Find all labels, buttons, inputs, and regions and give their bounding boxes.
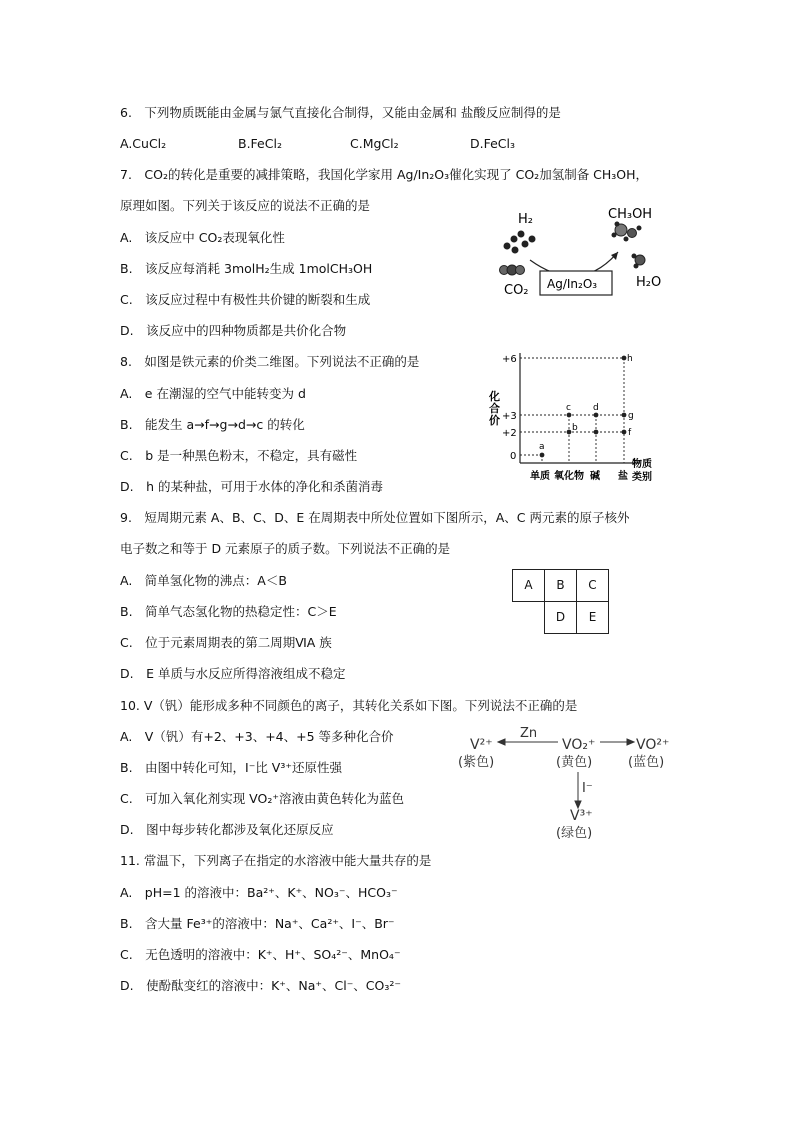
ch3oh-label: CH₃OH	[608, 207, 653, 222]
arrow-right-icon	[627, 739, 634, 745]
label-g: g	[628, 411, 634, 421]
q8-option-b: B. 能发生 a→f→g→d→c 的转化	[120, 417, 305, 432]
co2-label: CO₂	[504, 283, 529, 298]
point-b	[567, 430, 572, 435]
ylabel-char-3: 价	[489, 414, 500, 427]
q8-option-c: C. b 是一种黑色粉末，不稳定，具有磁性	[120, 448, 358, 463]
co2-molecule-icon	[500, 265, 525, 275]
cell-d: D	[544, 601, 577, 634]
q9-stem-line2: 电子数之和等于 D 元素原子的质子数。下列说法不正确的是	[120, 541, 451, 556]
q7-option-d: D. 该反应中的四种物质都是共价化合物	[120, 323, 347, 338]
point-f	[622, 430, 627, 435]
label-c: c	[566, 403, 571, 413]
q7-option-a: A. 该反应中 CO₂表现氧化性	[120, 230, 285, 245]
xtick-element: 单质	[530, 471, 550, 482]
q9-option-c: C. 位于元素周期表的第二周期ⅥA 族	[120, 635, 332, 650]
xlabel-line2: 类别	[632, 472, 652, 483]
q7-option-b: B. 该反应每消耗 3molH₂生成 1molCH₃OH	[120, 261, 373, 276]
h2o-label: H₂O	[636, 275, 662, 290]
q10-option-a: A. V（钒）有+2、+3、+4、+5 等多种化合价	[120, 729, 394, 744]
v3-ion: V³⁺	[570, 808, 593, 824]
point-c	[567, 413, 572, 418]
point-d	[594, 413, 599, 418]
q6-stem: 6. 下列物质既能由金属与氯气直接化合制得，又能由金属和 盐酸反应制得的是	[120, 105, 561, 120]
q11-option-c: C. 无色透明的溶液中：K⁺、H⁺、SO₄²⁻、MnO₄⁻	[120, 947, 401, 962]
ytick-6: +6	[502, 354, 517, 365]
q10-vanadium-diagram	[440, 720, 690, 845]
iodide-label: I⁻	[582, 781, 593, 796]
arrow-down-icon	[575, 801, 581, 808]
xtick-salt: 盐	[618, 471, 628, 482]
arrow-left-icon	[498, 739, 505, 745]
q8-iron-valence-diagram	[480, 345, 660, 490]
catalyst-label: Ag/In₂O₃	[547, 277, 598, 291]
q10-option-c: C. 可加入氧化剂实现 VO₂⁺溶液由黄色转化为蓝色	[120, 791, 404, 806]
h2-label: H₂	[518, 212, 533, 227]
v2-ion: V²⁺	[470, 737, 493, 753]
xtick-oxide: 氧化物	[554, 471, 584, 482]
label-b: b	[572, 423, 578, 433]
point-h	[622, 356, 627, 361]
q9-option-a: A. 简单氢化物的沸点：A＜B	[120, 573, 287, 588]
data-points	[540, 356, 627, 458]
h2o-molecule-icon	[632, 254, 646, 269]
label-d: d	[593, 403, 599, 413]
h2-molecule-icon	[504, 231, 536, 254]
ch3oh-molecule-icon	[612, 222, 642, 242]
point-g	[622, 413, 627, 418]
q8-option-a: A. e 在潮湿的空气中能转变为 d	[120, 386, 306, 401]
q8-option-d: D. h 的某种盐，可用于水体的净化和杀菌消毒	[120, 479, 383, 494]
q7-stem-line1: 7. CO₂的转化是重要的减排策略，我国化学家用 Ag/In₂O₃催化实现了 CO₂加氢制备 CH₃OH，	[120, 167, 649, 182]
point-a	[540, 453, 545, 458]
ytick-3: +3	[502, 411, 517, 422]
q11-stem: 11. 常温下，下列离子在指定的水溶液中能大量共存的是	[120, 853, 432, 868]
q7-reaction-figure	[490, 198, 680, 303]
q11-option-b: B. 含大量 Fe³⁺的溶液中：Na⁺、Ca²⁺、I⁻、Br⁻	[120, 916, 395, 931]
xtick-base: 碱	[590, 471, 600, 482]
label-f: f	[628, 428, 632, 438]
q6-option-d: D.FeCl₃	[470, 136, 516, 151]
q9-stem-line1: 9. 短周期元素 A、B、C、D、E 在周期表中所处位置如下图所示，A、C 两元素的原子核外	[120, 510, 630, 525]
q10-option-b: B. 由图中转化可知，I⁻比 V³⁺还原性强	[120, 760, 342, 775]
vo2plus-ion: VO²⁺	[636, 737, 670, 753]
q6-option-a: A.CuCl₂	[120, 136, 167, 151]
ylabel-char-1: 化	[489, 390, 500, 403]
cell-c: C	[576, 569, 609, 602]
v3-color: (绿色)	[556, 826, 593, 841]
label-a: a	[539, 442, 545, 452]
cell-b: B	[544, 569, 577, 602]
ytick-0: 0	[510, 451, 517, 462]
vo2plus-color: (蓝色)	[628, 755, 665, 770]
q9-option-d: D. E 单质与水反应所得溶液组成不稳定	[120, 666, 346, 681]
q6-option-c: C.MgCl₂	[350, 136, 399, 151]
q10-stem: 10. V（钒）能形成多种不同颜色的离子，其转化关系如下图。下列说法不正确的是	[120, 698, 578, 713]
v2-color: (紫色)	[458, 755, 495, 770]
vo2p-color: (黄色)	[556, 755, 593, 770]
point-e	[594, 430, 599, 435]
q7-stem-line2: 原理如图。下列关于该反应的说法不正确的是	[120, 198, 371, 213]
xlabel-line1: 物质	[632, 459, 652, 470]
q7-option-c: C. 该反应过程中有极性共价键的断裂和生成	[120, 292, 371, 307]
q11-option-a: A. pH=1 的溶液中：Ba²⁺、K⁺、NO₃⁻、HCO₃⁻	[120, 885, 398, 900]
q10-option-d: D. 图中每步转化都涉及氧化还原反应	[120, 822, 334, 837]
q11-option-d: D. 使酚酞变红的溶液中：K⁺、Na⁺、Cl⁻、CO₃²⁻	[120, 978, 401, 993]
cell-a: A	[512, 569, 545, 602]
vo2p-ion: VO₂⁺	[562, 737, 596, 753]
q6-option-b: B.FeCl₂	[238, 136, 282, 151]
guide-lines	[520, 358, 624, 463]
ylabel-char-2: 合	[489, 402, 500, 415]
zn-label: Zn	[520, 726, 538, 741]
cell-e: E	[576, 601, 609, 634]
q8-stem: 8. 如图是铁元素的价类二维图。下列说法不正确的是	[120, 354, 420, 369]
label-h: h	[627, 354, 633, 364]
ytick-2: +2	[502, 428, 517, 439]
q9-option-b: B. 简单气态氢化物的热稳定性：C＞E	[120, 604, 337, 619]
